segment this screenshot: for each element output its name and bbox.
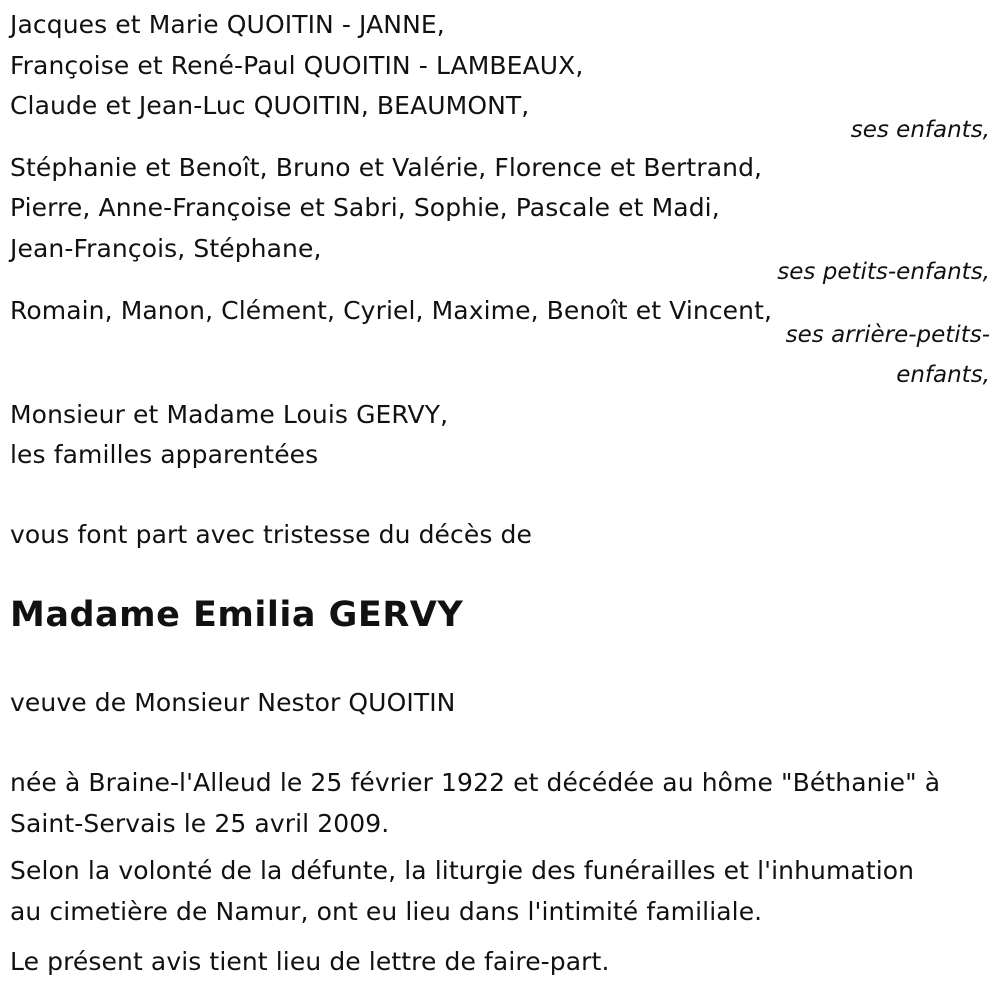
great-grandchildren-line: Romain, Manon, Clément, Cyriel, Maxime, Benoît et Vincent, xyxy=(10,296,773,325)
announcement: vous font part avec tristesse du décès de xyxy=(10,520,532,549)
relatives-line: Monsieur et Madame Louis GERVY, xyxy=(10,400,449,429)
funeral-line: Selon la volonté de la défunte, la liturgie des funérailles et l'inhumation xyxy=(10,856,915,885)
relatives-line: les familles apparentées xyxy=(10,440,319,469)
grandchildren-line: Jean-François, Stéphane, xyxy=(10,234,322,263)
widow-of: veuve de Monsieur Nestor QUOITIN xyxy=(10,688,456,717)
great-grandchildren-label: enfants, xyxy=(896,362,990,388)
funeral-line: au cimetière de Namur, ont eu lieu dans l'intimité familiale. xyxy=(10,897,763,926)
great-grandchildren-label: ses arrière-petits- xyxy=(785,322,990,348)
grandchildren-line: Stéphanie et Benoît, Bruno et Valérie, Florence et Bertrand, xyxy=(10,153,763,182)
children-line: Françoise et René-Paul QUOITIN - LAMBEAUX, xyxy=(10,51,584,80)
grandchildren-line: Pierre, Anne-Françoise et Sabri, Sophie, Pascale et Madi, xyxy=(10,193,720,222)
deceased-name: Madame Emilia GERVY xyxy=(10,595,464,635)
children-line: Claude et Jean-Luc QUOITIN, BEAUMONT, xyxy=(10,91,530,120)
birth-death-line: née à Braine-l'Alleud le 25 février 1922 et décédée au hôme "Béthanie" à xyxy=(10,768,941,797)
birth-death-line: Saint-Servais le 25 avril 2009. xyxy=(10,809,390,838)
children-line: Jacques et Marie QUOITIN - JANNE, xyxy=(10,10,445,39)
notice-line: Le présent avis tient lieu de lettre de faire-part. xyxy=(10,947,610,976)
children-label: ses enfants, xyxy=(850,117,990,143)
grandchildren-label: ses petits-enfants, xyxy=(777,259,990,285)
